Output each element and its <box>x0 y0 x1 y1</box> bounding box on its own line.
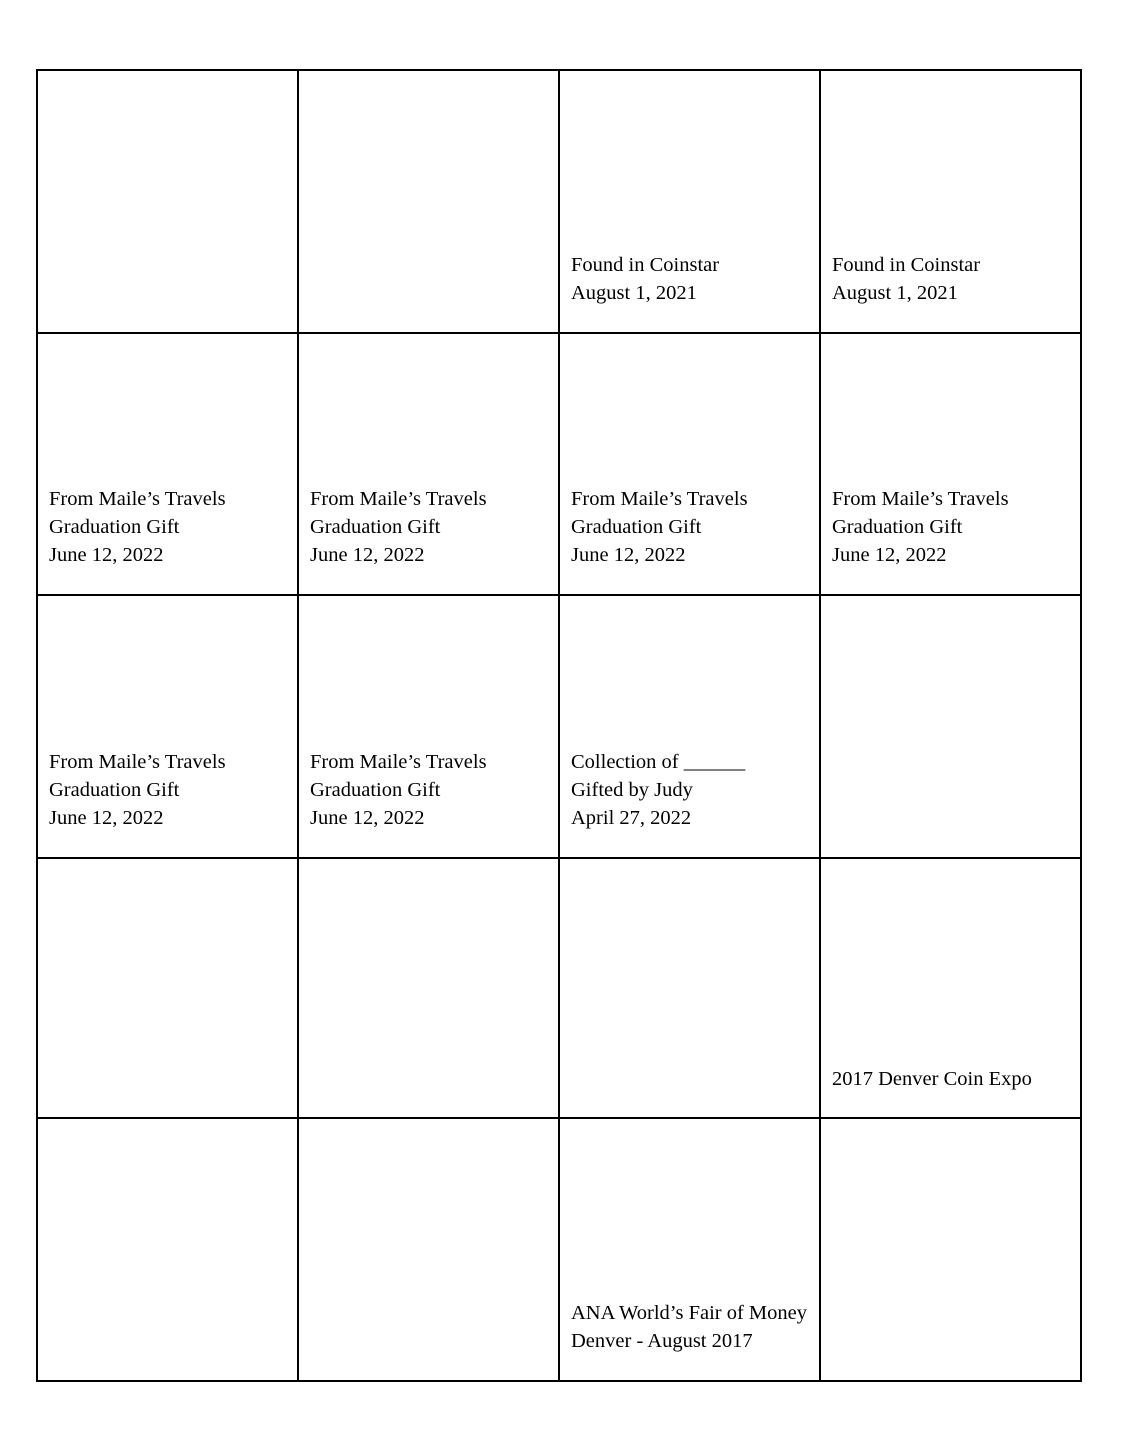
label-line: August 1, 2021 <box>571 282 697 304</box>
label-cell <box>820 333 1081 595</box>
table-row <box>37 858 1081 1118</box>
label-cell <box>37 333 298 595</box>
table-row <box>37 70 1081 333</box>
label-cell <box>37 1118 298 1381</box>
label-line: Found in Coinstar <box>832 254 981 276</box>
label-cell <box>37 70 298 333</box>
label-line: Found in Coinstar <box>571 254 720 276</box>
label-cell <box>559 1118 820 1381</box>
label-cell <box>559 595 820 858</box>
label-line: Denver - August 2017 <box>571 1330 753 1352</box>
table-row <box>37 333 1081 595</box>
label-line: From Maile’s Travels <box>571 488 748 510</box>
label-line: April 27, 2022 <box>571 807 692 829</box>
label-cell <box>559 858 820 1118</box>
label-line: June 12, 2022 <box>49 807 164 829</box>
label-cell <box>298 595 559 858</box>
label-line: Graduation Gift <box>310 516 441 538</box>
label-line: From Maile’s Travels <box>310 751 487 773</box>
label-line: From Maile’s Travels <box>49 751 226 773</box>
label-line: Graduation Gift <box>832 516 963 538</box>
label-cell <box>820 858 1081 1118</box>
label-cell <box>298 858 559 1118</box>
label-line: June 12, 2022 <box>832 544 947 566</box>
label-cell <box>298 333 559 595</box>
label-line: Graduation Gift <box>571 516 702 538</box>
label-line: Gifted by Judy <box>571 779 693 801</box>
label-line: Graduation Gift <box>49 516 180 538</box>
label-line: 2017 Denver Coin Expo <box>832 1068 1032 1090</box>
label-line: Graduation Gift <box>49 779 180 801</box>
label-line: August 1, 2021 <box>832 282 958 304</box>
label-line: Collection of ______ <box>571 751 746 773</box>
label-line: June 12, 2022 <box>49 544 164 566</box>
table-row <box>37 595 1081 858</box>
label-cell <box>559 70 820 333</box>
table-row <box>37 1118 1081 1381</box>
label-line: ANA World’s Fair of Money <box>571 1302 807 1324</box>
label-cell <box>820 595 1081 858</box>
label-cell <box>820 1118 1081 1381</box>
label-cell <box>820 70 1081 333</box>
label-line: From Maile’s Travels <box>49 488 226 510</box>
label-line: June 12, 2022 <box>310 544 425 566</box>
label-line: June 12, 2022 <box>571 544 686 566</box>
label-cell <box>37 595 298 858</box>
label-cell <box>559 333 820 595</box>
label-line: From Maile’s Travels <box>310 488 487 510</box>
coin-label-grid <box>36 69 1082 1382</box>
label-line: June 12, 2022 <box>310 807 425 829</box>
label-cell <box>37 858 298 1118</box>
label-cell <box>298 70 559 333</box>
label-line: Graduation Gift <box>310 779 441 801</box>
label-cell <box>298 1118 559 1381</box>
label-line: From Maile’s Travels <box>832 488 1009 510</box>
